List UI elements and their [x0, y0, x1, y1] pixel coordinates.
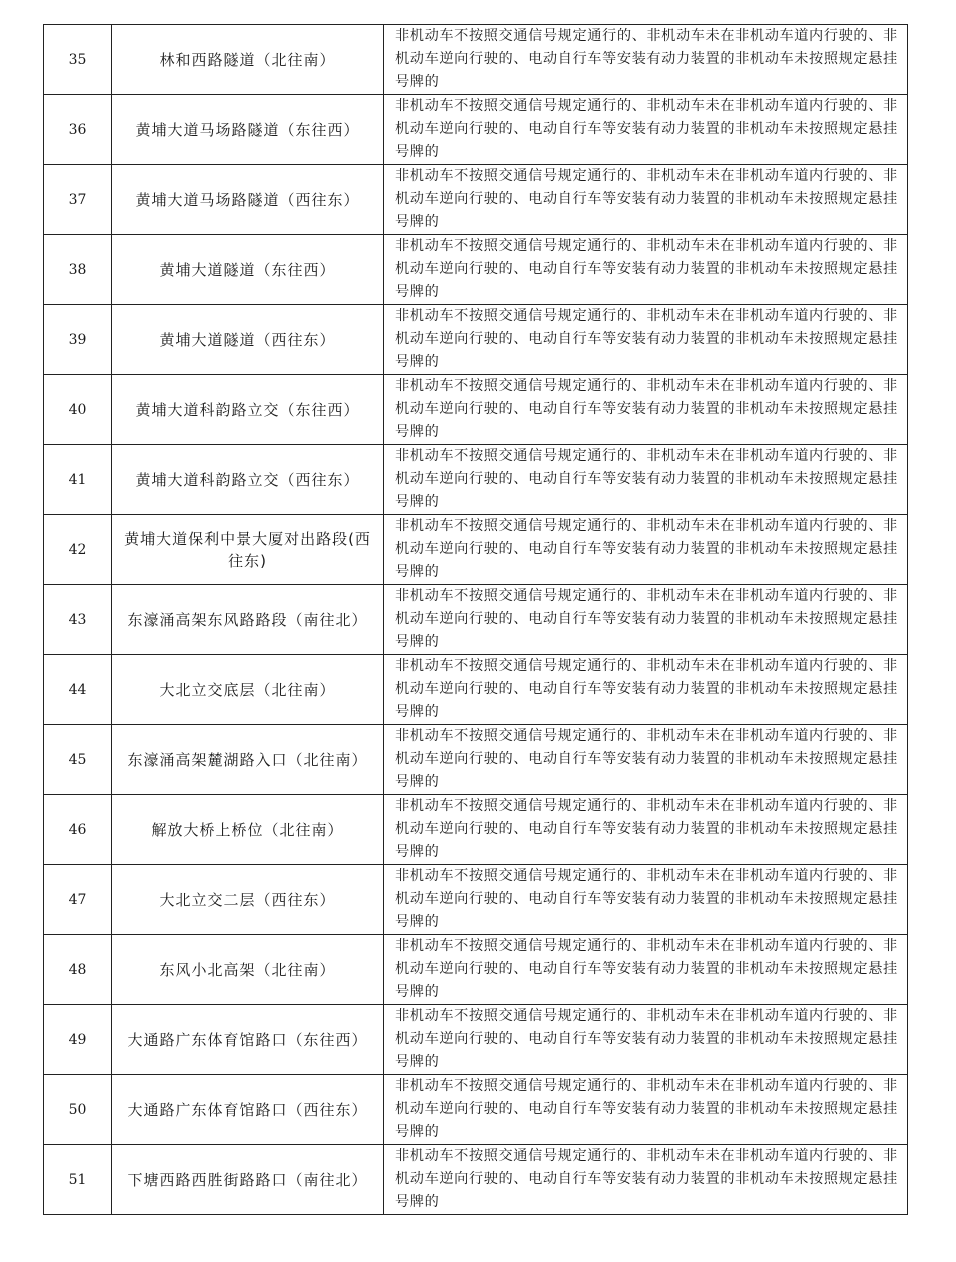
location-cell: 林和西路隧道（北往南）	[112, 25, 384, 95]
table-row	[44, 725, 908, 795]
row-number-cell: 42	[44, 515, 112, 585]
table-row	[44, 235, 908, 305]
violation-cell: 非机动车不按照交通信号规定通行的、非机动车未在非机动车道内行驶的、非机动车逆向行驶的、电动自行车等安装有动力装置的非机动车未按照规定悬挂号牌的	[384, 95, 908, 165]
location-cell: 大北立交二层（西往东）	[112, 865, 384, 935]
row-number-cell: 43	[44, 585, 112, 655]
violation-cell: 非机动车不按照交通信号规定通行的、非机动车未在非机动车道内行驶的、非机动车逆向行驶的、电动自行车等安装有动力装置的非机动车未按照规定悬挂号牌的	[384, 865, 908, 935]
location-cell: 黄埔大道保利中景大厦对出路段(西往东)	[112, 515, 384, 585]
violation-cell: 非机动车不按照交通信号规定通行的、非机动车未在非机动车道内行驶的、非机动车逆向行驶的、电动自行车等安装有动力装置的非机动车未按照规定悬挂号牌的	[384, 725, 908, 795]
violation-cell: 非机动车不按照交通信号规定通行的、非机动车未在非机动车道内行驶的、非机动车逆向行驶的、电动自行车等安装有动力装置的非机动车未按照规定悬挂号牌的	[384, 305, 908, 375]
table-row	[44, 445, 908, 515]
row-number-cell: 49	[44, 1005, 112, 1075]
table-row	[44, 795, 908, 865]
location-cell: 东濠涌高架东风路路段（南往北）	[112, 585, 384, 655]
location-cell: 大通路广东体育馆路口（西往东）	[112, 1075, 384, 1145]
violation-cell: 非机动车不按照交通信号规定通行的、非机动车未在非机动车道内行驶的、非机动车逆向行驶的、电动自行车等安装有动力装置的非机动车未按照规定悬挂号牌的	[384, 1005, 908, 1075]
row-number-cell: 45	[44, 725, 112, 795]
violation-cell: 非机动车不按照交通信号规定通行的、非机动车未在非机动车道内行驶的、非机动车逆向行驶的、电动自行车等安装有动力装置的非机动车未按照规定悬挂号牌的	[384, 655, 908, 725]
violation-cell: 非机动车不按照交通信号规定通行的、非机动车未在非机动车道内行驶的、非机动车逆向行驶的、电动自行车等安装有动力装置的非机动车未按照规定悬挂号牌的	[384, 25, 908, 95]
row-number-cell: 38	[44, 235, 112, 305]
table-row	[44, 25, 908, 95]
violation-cell: 非机动车不按照交通信号规定通行的、非机动车未在非机动车道内行驶的、非机动车逆向行驶的、电动自行车等安装有动力装置的非机动车未按照规定悬挂号牌的	[384, 165, 908, 235]
violation-cell: 非机动车不按照交通信号规定通行的、非机动车未在非机动车道内行驶的、非机动车逆向行驶的、电动自行车等安装有动力装置的非机动车未按照规定悬挂号牌的	[384, 935, 908, 1005]
enforcement-location-table	[43, 24, 908, 1215]
location-cell: 大通路广东体育馆路口（东往西）	[112, 1005, 384, 1075]
location-cell: 黄埔大道马场路隧道（西往东）	[112, 165, 384, 235]
row-number-cell: 40	[44, 375, 112, 445]
row-number-cell: 44	[44, 655, 112, 725]
location-cell: 大北立交底层（北往南）	[112, 655, 384, 725]
location-cell: 黄埔大道科韵路立交（东往西）	[112, 375, 384, 445]
table-body	[44, 25, 908, 1215]
table-row	[44, 515, 908, 585]
violation-cell: 非机动车不按照交通信号规定通行的、非机动车未在非机动车道内行驶的、非机动车逆向行驶的、电动自行车等安装有动力装置的非机动车未按照规定悬挂号牌的	[384, 375, 908, 445]
table-row	[44, 1005, 908, 1075]
row-number-cell: 51	[44, 1145, 112, 1215]
location-cell: 解放大桥上桥位（北往南）	[112, 795, 384, 865]
row-number-cell: 37	[44, 165, 112, 235]
table-row	[44, 585, 908, 655]
table-row	[44, 1075, 908, 1145]
table-row	[44, 1145, 908, 1215]
row-number-cell: 35	[44, 25, 112, 95]
table-row	[44, 865, 908, 935]
location-cell: 黄埔大道隧道（东往西）	[112, 235, 384, 305]
table-row	[44, 305, 908, 375]
location-cell: 黄埔大道隧道（西往东）	[112, 305, 384, 375]
row-number-cell: 46	[44, 795, 112, 865]
location-cell: 东风小北高架（北往南）	[112, 935, 384, 1005]
location-cell: 东濠涌高架麓湖路入口（北往南）	[112, 725, 384, 795]
location-cell: 黄埔大道科韵路立交（西往东）	[112, 445, 384, 515]
table-row	[44, 95, 908, 165]
table-row	[44, 935, 908, 1005]
violation-cell: 非机动车不按照交通信号规定通行的、非机动车未在非机动车道内行驶的、非机动车逆向行驶的、电动自行车等安装有动力装置的非机动车未按照规定悬挂号牌的	[384, 795, 908, 865]
row-number-cell: 50	[44, 1075, 112, 1145]
violation-cell: 非机动车不按照交通信号规定通行的、非机动车未在非机动车道内行驶的、非机动车逆向行驶的、电动自行车等安装有动力装置的非机动车未按照规定悬挂号牌的	[384, 585, 908, 655]
row-number-cell: 48	[44, 935, 112, 1005]
violation-cell: 非机动车不按照交通信号规定通行的、非机动车未在非机动车道内行驶的、非机动车逆向行驶的、电动自行车等安装有动力装置的非机动车未按照规定悬挂号牌的	[384, 1075, 908, 1145]
violation-cell: 非机动车不按照交通信号规定通行的、非机动车未在非机动车道内行驶的、非机动车逆向行驶的、电动自行车等安装有动力装置的非机动车未按照规定悬挂号牌的	[384, 515, 908, 585]
table-row	[44, 165, 908, 235]
violation-cell: 非机动车不按照交通信号规定通行的、非机动车未在非机动车道内行驶的、非机动车逆向行驶的、电动自行车等安装有动力装置的非机动车未按照规定悬挂号牌的	[384, 445, 908, 515]
row-number-cell: 39	[44, 305, 112, 375]
table-row	[44, 655, 908, 725]
location-cell: 下塘西路西胜街路路口（南往北）	[112, 1145, 384, 1215]
location-cell: 黄埔大道马场路隧道（东往西）	[112, 95, 384, 165]
row-number-cell: 47	[44, 865, 112, 935]
row-number-cell: 41	[44, 445, 112, 515]
violation-cell: 非机动车不按照交通信号规定通行的、非机动车未在非机动车道内行驶的、非机动车逆向行驶的、电动自行车等安装有动力装置的非机动车未按照规定悬挂号牌的	[384, 1145, 908, 1215]
row-number-cell: 36	[44, 95, 112, 165]
table-row	[44, 375, 908, 445]
violation-cell: 非机动车不按照交通信号规定通行的、非机动车未在非机动车道内行驶的、非机动车逆向行驶的、电动自行车等安装有动力装置的非机动车未按照规定悬挂号牌的	[384, 235, 908, 305]
